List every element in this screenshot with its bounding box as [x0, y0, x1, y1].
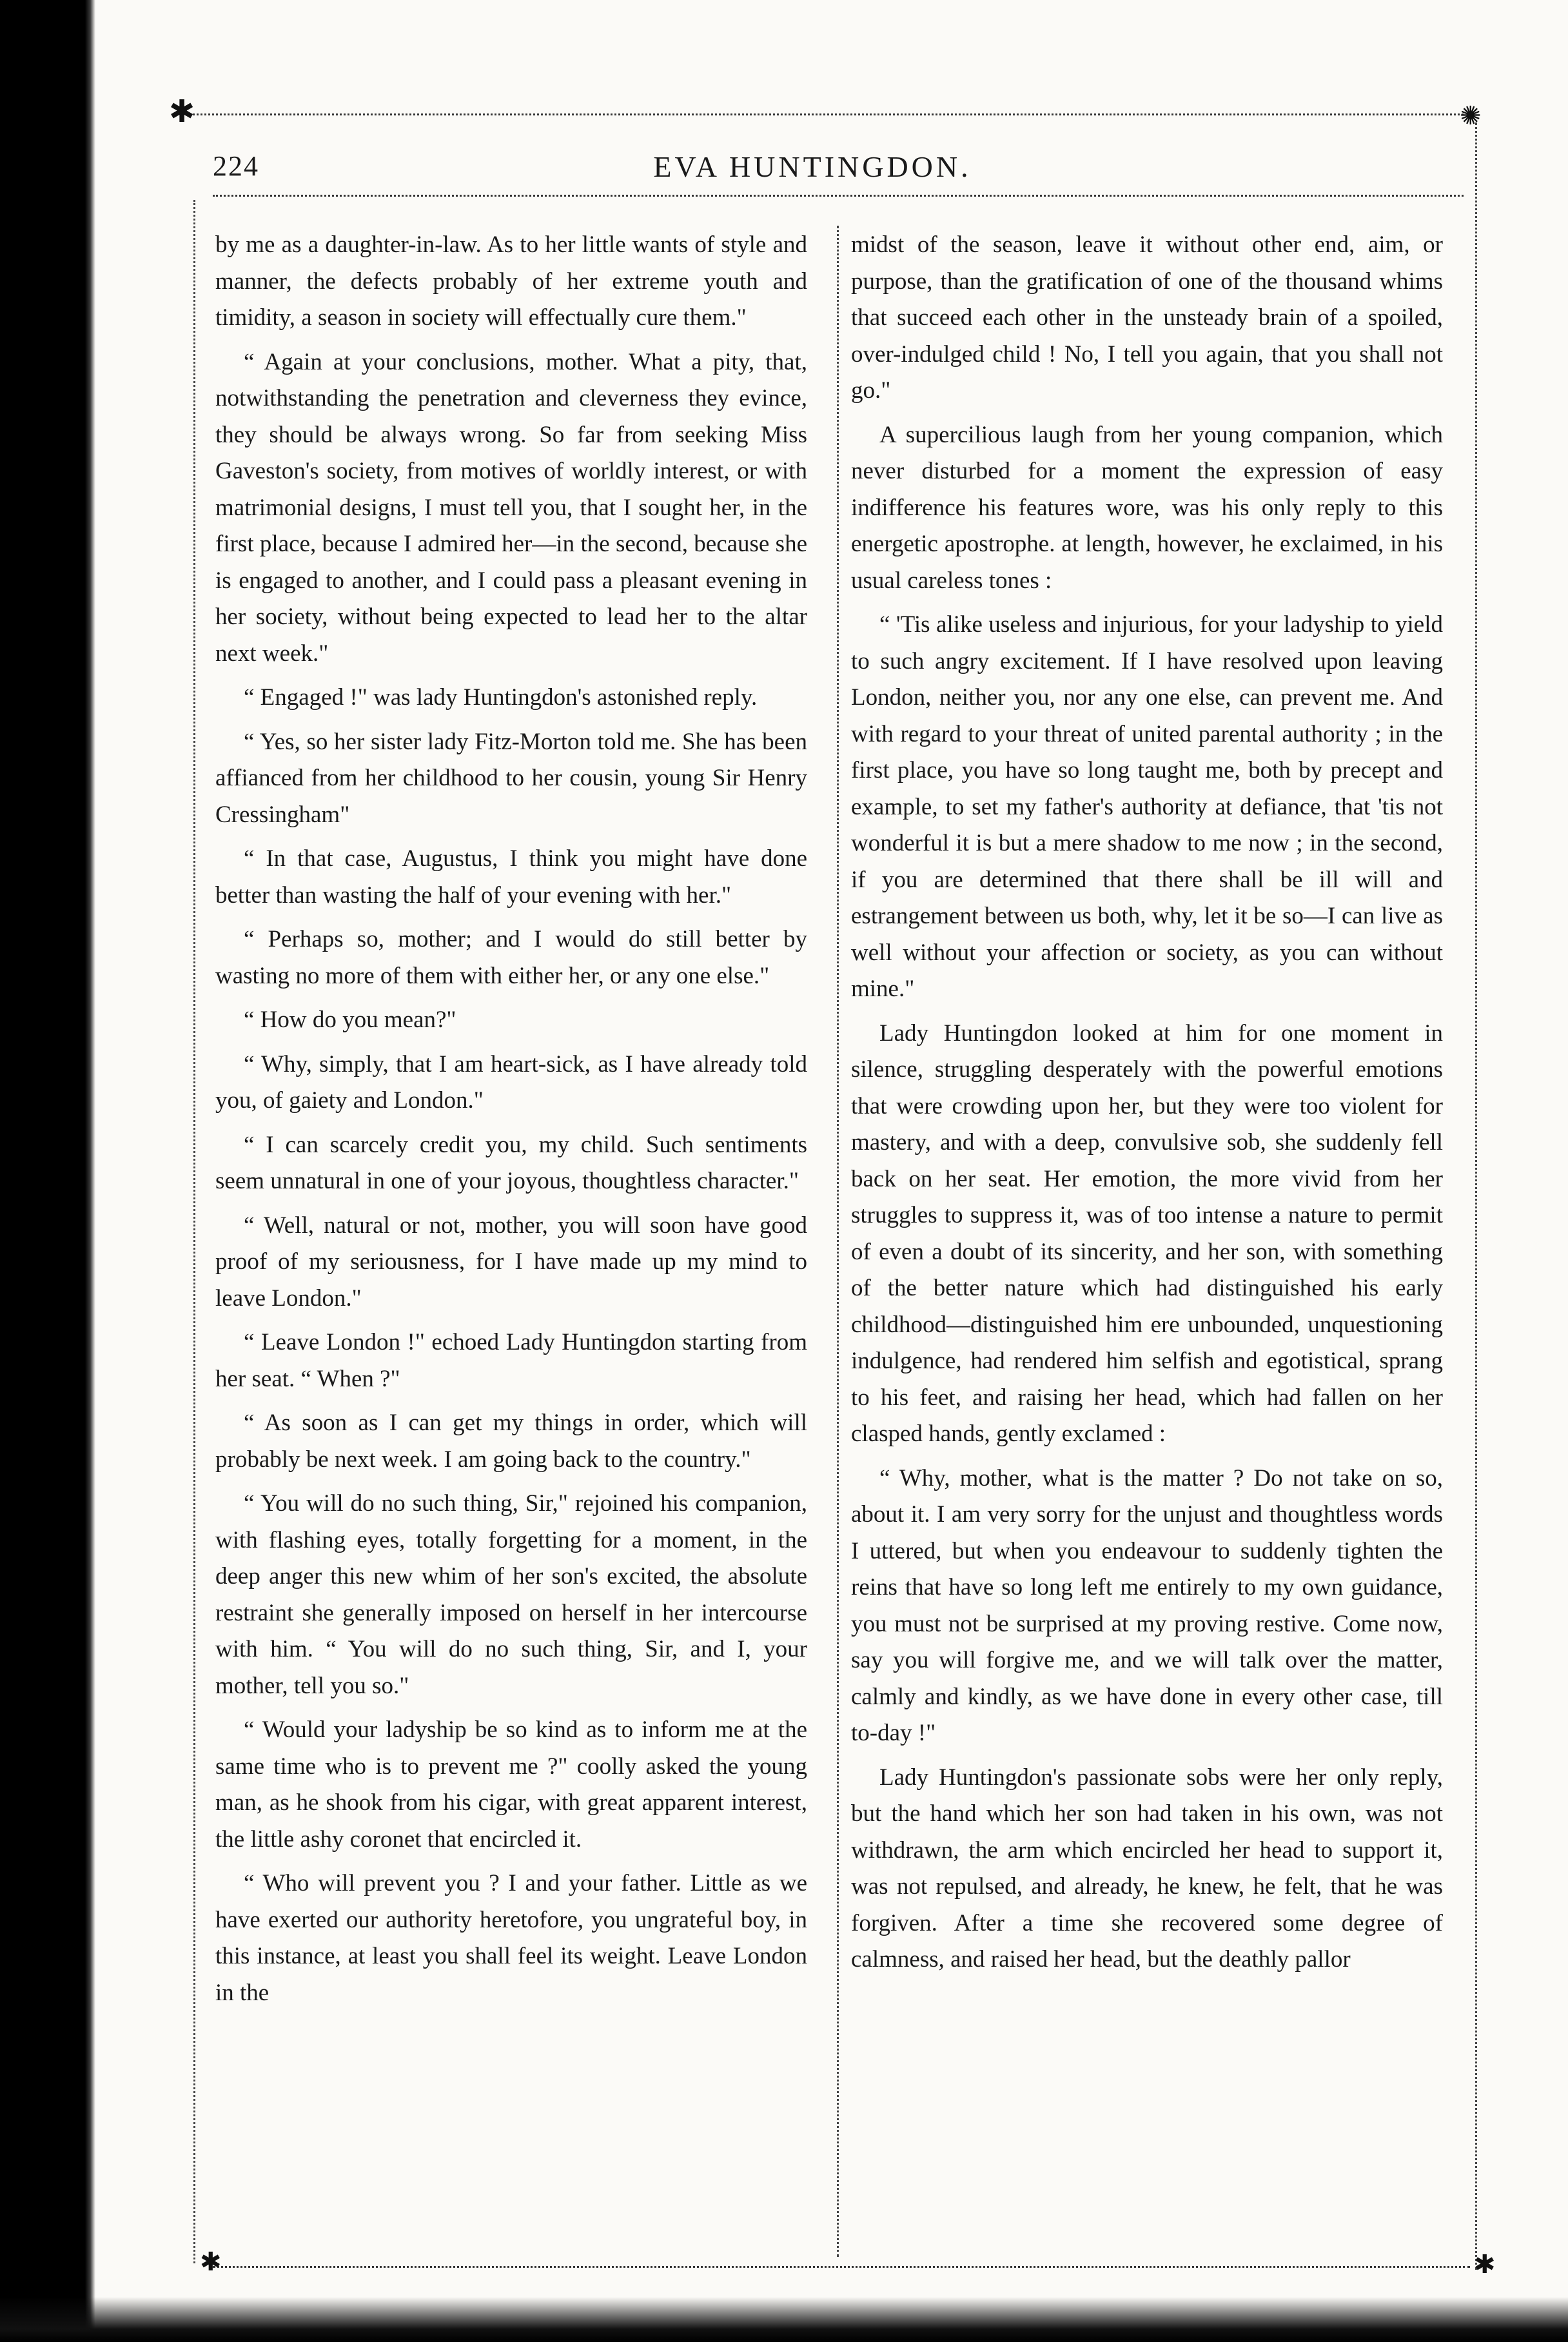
paragraph: “ How do you mean?": [244, 1007, 456, 1033]
paragraph: “ As soon as I can get my things in order, which will probably be next week. I am going back to the country.": [215, 1410, 807, 1473]
left-border-rule: [193, 200, 195, 2263]
right-border-rule: [1475, 123, 1477, 2270]
paragraph: Lady Huntingdon's passionate sobs were her only reply, but the hand which her son had taken in his own, was not withdrawn, the arm which encircled her head to support it, was not repulsed, and already, he knew, he felt, that he was forgiven. After a time she recovered some degree of calmness, and raised her head, but the deathly pallor: [851, 1764, 1443, 1973]
left-text-column: [215, 227, 807, 2019]
paragraph: “ 'Tis alike useless and injurious, for your ladyship to yield to such angry excitement. If I have resolved upon leaving London, neither you, nor any one else, can prevent me. And with regard to your threat of united parental authority ; in the first place, you have so long taught me, both by precept and example, to set my father's authority at defiance, that 'tis not wonderful it is but a mere shadow to me now ; in the second, if you are determined that there shall be ill will and estrangement between us both, why, let it be so—I can live as well without your affection or society, as you can without mine.": [851, 611, 1443, 1002]
paragraph: “ I can scarcely credit you, my child. Such sentiments seem unnatural in one of your joyous, thoughtless character.": [215, 1131, 807, 1194]
paragraph: “ Perhaps so, mother; and I would do still better by wasting no more of them with either her, or any one else.": [215, 926, 807, 989]
paragraph: “ Leave London !" echoed Lady Huntingdon starting from her seat. “ When ?": [215, 1329, 807, 1392]
paragraph: “ Well, natural or not, mother, you will soon have good proof of my seriousness, for I have made up my mind to leave London.": [215, 1212, 807, 1312]
page-number: 224: [213, 150, 259, 182]
paragraph: by me as a daughter-in-law. As to her little wants of style and manner, the defects probably of her extreme youth and timidity, a season in society will effectually cure them.": [215, 231, 807, 331]
bottom-left-flourish-icon: ✱: [200, 2247, 222, 2276]
right-text-column: [851, 227, 1443, 1986]
bottom-ornamental-rule: [213, 2266, 1470, 2268]
book-binding-shadow: [0, 0, 95, 2342]
running-title: EVA HUNTINGDON.: [653, 150, 972, 183]
paragraph: “ Why, mother, what is the matter ? Do not take on so, about it. I am very sorry for the unjust and thoughtless words I uttered, but when you endeavour to suddenly tighten the reins that have so long left me entirely to my own guidance, you must not be surprised at my proving restive. Come now, say you will forgive me, and we will talk over the matter, calmly and kindly, as we have done in every other case, till to-day !": [851, 1464, 1443, 1746]
paragraph: “ Yes, so her sister lady Fitz-Morton told me. She has been affianced from her childhood to her cousin, young Sir Henry Cressingham": [215, 728, 807, 828]
paragraph: midst of the season, leave it without other end, aim, or purpose, than the gratification of one of the thousand whims that succeed each other in the unsteady brain of a spoiled, over-indulged child ! No, I tell you again, that you shall not go.": [851, 231, 1443, 404]
paragraph: A supercilious laugh from her young companion, which never disturbed for a moment the expression of easy indifference his features wore, was his only reply to this energetic apostrophe. at length, however, he exclaimed, in his usual careless tones :: [851, 421, 1443, 594]
page-bottom-shadow: [0, 2297, 1568, 2342]
bottom-right-flourish-icon: ✱: [1474, 2250, 1496, 2279]
paragraph: “ You will do no such thing, Sir," rejoined his companion, with flashing eyes, totally forgetting for a moment, in the deep anger this new whim of her son's excited, the absolute restraint she generally imposed on herself in her intercourse with him. “ You will do no such thing, Sir, and I, your mother, tell you so.": [215, 1490, 807, 1699]
paragraph: “ Why, simply, that I am heart-sick, as I have already told you, of gaiety and London.": [215, 1050, 807, 1114]
paragraph: “ Engaged !" was lady Huntingdon's astonished reply.: [244, 684, 758, 711]
header-ornamental-rule: [213, 195, 1464, 197]
top-ornamental-rule: [181, 113, 1464, 115]
column-divider-rule: [837, 226, 839, 2257]
paragraph: “ Would your ladyship be so kind as to inform me at the same time who is to prevent me ?" coolly asked the young man, as he shook from his cigar, with great apparent interest, the little ashy coronet that encircled it.: [215, 1717, 807, 1853]
paragraph: “ In that case, Augustus, I think you might have done better than wasting the half of your evening with her.": [215, 845, 807, 909]
paragraph: “ Who will prevent you ? I and your father. Little as we have exerted our authority heretofore, you ungrateful boy, in this instance, at least you shall feel its weight. Leave London in the: [215, 1870, 807, 2006]
top-right-flourish-icon: ✺: [1460, 101, 1482, 130]
paragraph: Lady Huntingdon looked at him for one moment in silence, struggling desperately with the powerful emotions that were crowding upon her, but they were too violent for mastery, and with a deep, convulsive sob, she suddenly fell back on her seat. Her emotion, the more vivid from her struggles to suppress it, was of too intense a nature to permit of even a doubt of its sincerity, and her son, with something of the better nature which had distinguished his early childhood—distinguished him ere unbounded, unquestioning indulgence, had rendered him selfish and egotistical, sprang to his feet, and raising her head, which had fallen on her clasped hands, gently exclamed :: [851, 1019, 1443, 1447]
top-left-flourish-icon: ✱: [169, 95, 195, 129]
paragraph: “ Again at your conclusions, mother. What a pity, that, notwithstanding the penetration and cleverness they evince, they should be always wrong. So far from seeking Miss Gaveston's society, from motives of worldly interest, or with matrimonial designs, I must tell you, that I sought her, in the first place, because I admired her—in the second, because she is engaged to another, and I could pass a pleasant evening in her society, without being expected to lead her to the altar next week.": [215, 348, 807, 667]
